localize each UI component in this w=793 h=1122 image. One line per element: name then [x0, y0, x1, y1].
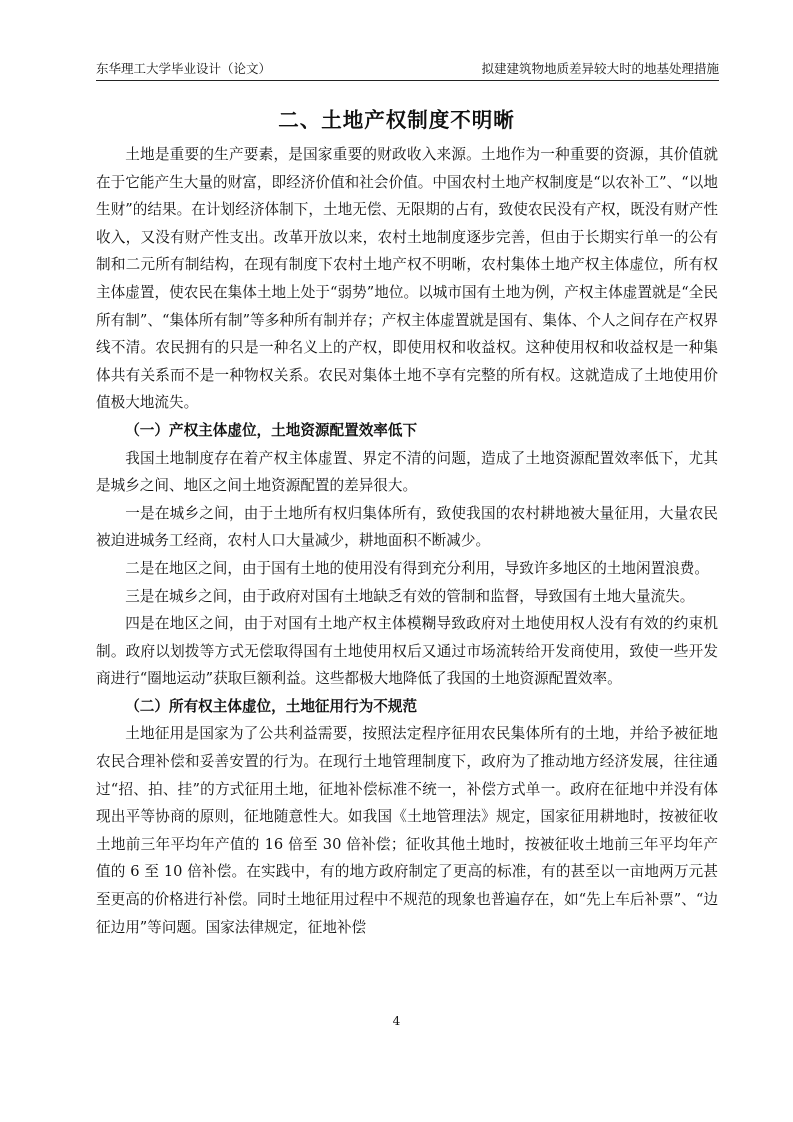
header-left: 东华理工大学毕业设计（论文） — [96, 61, 272, 76]
body-text — [96, 141, 718, 941]
paragraph-s1-3: 二是在地区之间，由于国有土地的使用没有得到充分利用，导致许多地区的土地闲置浪费。 — [125, 559, 709, 577]
subsection-heading-2: （二）所有权主体虚位，土地征用行为不规范 — [125, 697, 418, 715]
page-number: 4 — [392, 1014, 401, 1028]
paragraph-s1-4: 三是在城乡之间，由于政府对国有土地缺乏有效的管制和监督，导致国有土地大量流失。 — [125, 587, 695, 605]
subsection-heading-1: （一）产权主体虚位，土地资源配置效率低下 — [125, 421, 418, 439]
paragraph-s1-2: 一是在城乡之间，由于土地所有权归集体所有，致使我国的农村耕地被大量征用，大量农民被迫进城务工经商，农村人口大量减少，耕地面积不断减少。 — [96, 504, 718, 550]
running-header — [96, 55, 719, 81]
paragraph-s1-5: 四是在地区之间，由于对国有土地产权主体模糊导致政府对土地使用权人没有有效的约束机制。政府以划拨等方式无偿取得国有土地使用权后又通过市场流转给开发商使用，致使一些开发商进行“圈地运动”获取巨额利益。这些都极大地降低了我国的土地资源配置效率。 — [96, 615, 718, 688]
header-right: 拟建建筑物地质差异较大时的地基处理措施 — [481, 61, 719, 76]
paragraph-s2-1: 土地征用是国家为了公共利益需要，按照法定程序征用农民集体所有的土地，并给予被征地农民合理补偿和妥善安置的行为。在现行土地管理制度下，政府为了推动地方经济发展，往往通过“招、拍、挂”的方式征用土地，征地补偿标准不统一，补偿方式单一。政府在征地中并没有体现出平等协商的原则，征地随意性大。如我国《土地管理法》规定，国家征用耕地时，按被征收土地前三年平均年产值的 16 倍至 30 倍补偿；征收其他土地时，按被征收土地前三年平均年产值的 6 至 10 倍补偿。在实践中，有的地方政府制定了更高的标准，有的甚至以一亩地两万元甚至更高的价格进行补偿。同时土地征用过程中不规范的现象也普遍存在，如“先上车后补票”、“边征边用”等问题。国家法律规定，征地补偿 — [96, 725, 718, 936]
paragraph-intro: 土地是重要的生产要素，是国家重要的财政收入来源。土地作为一种重要的资源，其价值就在于它能产生大量的财富，即经济价值和社会价值。中国农村土地产权制度是“以农补工”、“以地生财”的结果。在计划经济体制下，土地无偿、无限期的占有，致使农民没有产权，既没有财产性收入，又没有财产性支出。改革开放以来，农村土地制度逐步完善，但由于长期实行单一的公有制和二元所有制结构，在现有制度下农村土地产权不明晰，农村集体土地产权主体虚位，所有权主体虚置，使农民在集体土地上处于“弱势”地位。以城市国有土地为例，产权主体虚置就是“全民所有制”、“集体所有制”等多种所有制并存；产权主体虚置就是国有、集体、个人之间存在产权界线不清。农民拥有的只是一种名义上的产权，即使用权和收益权。这种使用权和收益权是一种集体共有关系而不是一种物权关系。农民对集体土地不享有完整的所有权。这就造成了土地使用价值极大地流失。 — [96, 146, 718, 412]
section-title: 二、土地产权制度不明晰 — [278, 108, 515, 132]
paragraph-s1-1: 我国土地制度存在着产权主体虚置、界定不清的问题，造成了土地资源配置效率低下，尤其是城乡之间、地区之间土地资源配置的差异很大。 — [96, 449, 718, 495]
